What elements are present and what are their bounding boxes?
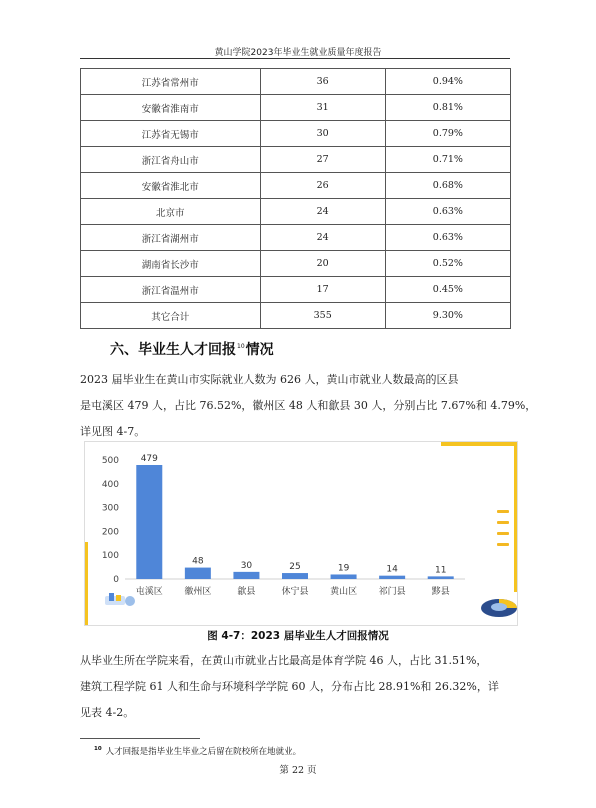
table-cell-percent: 0.68%: [385, 173, 510, 199]
x-tick-label: 徽州区: [184, 587, 212, 597]
footnote: [94, 745, 301, 757]
paragraph-2: [80, 648, 512, 726]
table-row: [81, 69, 511, 95]
bar: [185, 568, 211, 579]
bar-chart-plot: [85, 442, 517, 625]
footnote-text: 人才回报是指毕业生毕业之后留在院校所在地就业。: [105, 747, 302, 757]
y-tick-label: 300: [101, 503, 119, 514]
table-cell-count: 17: [260, 277, 385, 303]
section-heading: [110, 339, 274, 359]
x-tick-label: 祁门县: [378, 587, 406, 597]
y-tick-label: 100: [101, 551, 119, 562]
bar: [282, 573, 308, 579]
table-cell-city: 北京市: [81, 199, 261, 225]
table-cell-percent: 0.63%: [385, 199, 510, 225]
table-cell-percent: 0.71%: [385, 147, 510, 173]
paragraph-2-line: 从毕业生所在学院来看，在黄山市就业占比最高是体育学院 46 人，占比 31.51%，: [80, 654, 488, 667]
bar-value-label: 25: [289, 562, 301, 573]
table-cell-city: 浙江省湖州市: [81, 225, 261, 251]
table-cell-percent: 0.81%: [385, 95, 510, 121]
city-distribution-table: [80, 68, 511, 329]
table-cell-city: 湖南省长沙市: [81, 251, 261, 277]
table-cell-count: 355: [260, 303, 385, 329]
table-cell-count: 24: [260, 199, 385, 225]
bar-value-label: 14: [386, 564, 398, 575]
page-header-title: 黄山学院2023年毕业生就业质量年度报告: [214, 48, 382, 58]
x-tick-label: 歙县: [237, 587, 256, 597]
table-cell-count: 24: [260, 225, 385, 251]
y-tick-label: 400: [101, 479, 119, 490]
table-cell-percent: 0.94%: [385, 69, 510, 95]
bar-value-label: 48: [192, 556, 204, 567]
x-tick-label: 黟县: [431, 587, 450, 597]
y-tick-label: 0: [113, 575, 119, 585]
table-cell-city: 浙江省温州市: [81, 277, 261, 303]
table-row: [81, 147, 511, 173]
section-heading-main: 六、毕业生人才回报: [110, 342, 236, 358]
table-row: [81, 95, 511, 121]
paragraph-2-line: 见表 4-2。: [80, 706, 135, 719]
table-cell-percent: 0.79%: [385, 121, 510, 147]
y-tick-label: 200: [101, 527, 119, 538]
section-heading-tail: 情况: [245, 342, 274, 358]
table-cell-count: 27: [260, 147, 385, 173]
page-number: 第 22 页: [279, 765, 317, 776]
table-cell-city: 安徽省淮北市: [81, 173, 261, 199]
table-cell-city: 浙江省舟山市: [81, 147, 261, 173]
table-cell-count: 20: [260, 251, 385, 277]
bar: [136, 465, 162, 579]
table-cell-city: 安徽省淮南市: [81, 95, 261, 121]
paragraph-2-line: 建筑工程学院 61 人和生命与环境科学学院 60 人，分布占比 28.91%和 26.32%，详: [80, 680, 499, 693]
paragraph-1-line: 是屯溪区 479 人，占比 76.52%，徽州区 48 人和歙县 30 人，分别占比 7.67%和 4.79%，: [80, 399, 537, 412]
section-heading-footnote-ref: 10: [237, 343, 245, 351]
table-row: [81, 303, 511, 329]
table-row: [81, 173, 511, 199]
bar-value-label: 11: [434, 565, 447, 576]
table-cell-count: 26: [260, 173, 385, 199]
bar: [379, 576, 405, 579]
table-cell-count: 30: [260, 121, 385, 147]
x-tick-label: 黄山区: [330, 587, 358, 597]
table-row: [81, 277, 511, 303]
bar: [428, 576, 454, 579]
figure-caption: 图 4-7：2023 届毕业生人才回报情况: [207, 630, 389, 642]
paragraph-1-line: 2023 届毕业生在黄山市实际就业人数为 626 人，黄山市就业人数最高的区县: [80, 373, 459, 386]
table-cell-percent: 9.30%: [385, 303, 510, 329]
bar: [331, 574, 357, 579]
bar-value-label: 30: [240, 560, 253, 571]
table-row: [81, 225, 511, 251]
table-cell-count: 31: [260, 95, 385, 121]
table-cell-city: 其它合计: [81, 303, 261, 329]
x-tick-label: 休宁县: [281, 587, 309, 597]
table-cell-percent: 0.45%: [385, 277, 510, 303]
table-cell-percent: 0.63%: [385, 225, 510, 251]
x-tick-label: 屯溪区: [135, 587, 163, 597]
bar-chart: [84, 441, 518, 626]
table-cell-count: 36: [260, 69, 385, 95]
table-row: [81, 121, 511, 147]
footnote-number: 10: [94, 746, 102, 753]
table-row: [81, 199, 511, 225]
table-cell-percent: 0.52%: [385, 251, 510, 277]
bar-value-label: 479: [140, 453, 158, 464]
bar-value-label: 19: [337, 563, 350, 574]
table-cell-city: 江苏省常州市: [81, 69, 261, 95]
y-tick-label: 500: [101, 456, 119, 466]
paragraph-1: [80, 367, 537, 445]
footnote-rule: [80, 738, 200, 739]
header-rule: [80, 58, 510, 59]
table-cell-city: 江苏省无锡市: [81, 121, 261, 147]
bar: [233, 572, 259, 579]
table-row: [81, 251, 511, 277]
paragraph-1-line: 详见图 4-7。: [80, 425, 146, 438]
